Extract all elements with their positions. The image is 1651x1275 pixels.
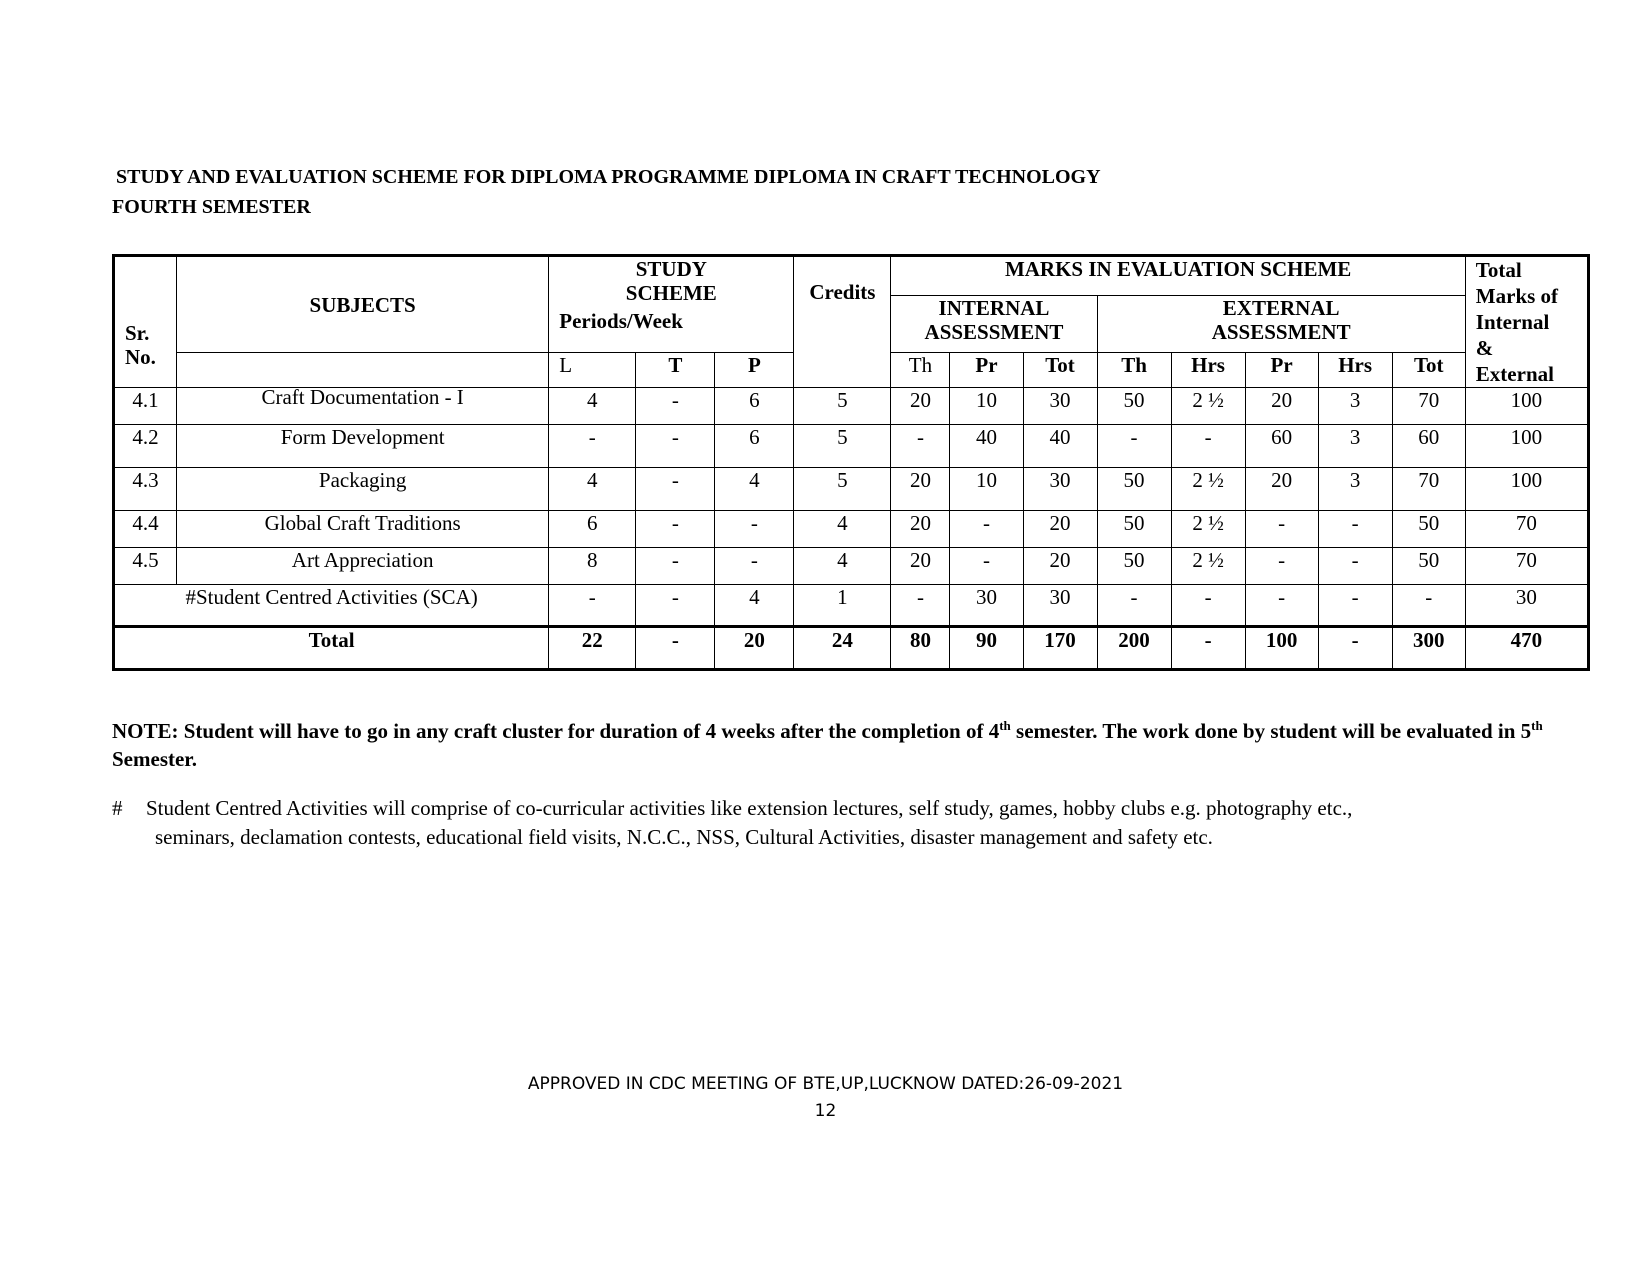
total-label-cell: Total — [114, 627, 549, 670]
int-pr-cell: 40 — [950, 425, 1023, 468]
ext-tot-cell: 50 — [1392, 548, 1465, 585]
sr-no-header: Sr. No. — [114, 256, 177, 388]
ext-th-cell: 50 — [1097, 388, 1171, 425]
ext-pr-cell: 60 — [1245, 425, 1318, 468]
int-th-cell: 20 — [891, 388, 950, 425]
p-cell: 4 — [715, 585, 794, 627]
approval-footer: APPROVED IN CDC MEETING OF BTE,UP,LUCKNOW DATED:26-09-2021 — [527, 1074, 1124, 1094]
int-tot-cell: 170 — [1023, 627, 1097, 670]
credits-cell: 5 — [794, 388, 891, 425]
l-cell: 8 — [549, 548, 636, 585]
int-tot-cell: 40 — [1023, 425, 1097, 468]
table-row — [114, 548, 1589, 585]
ext-hrs2-cell: 3 — [1318, 388, 1392, 425]
internal-assessment-header: INTERNAL ASSESSMENT — [891, 296, 1097, 353]
l-cell: 22 — [549, 627, 636, 670]
int-pr-cell: 10 — [950, 468, 1023, 511]
semester-title: FOURTH SEMESTER — [112, 196, 311, 218]
col-ext-th-header: Th — [1097, 353, 1171, 388]
total-cell: 470 — [1465, 627, 1588, 670]
table-row — [114, 425, 1589, 468]
footnote-line1: Student Centred Activities will comprise of co-curricular activities like extension lectures, self study, games, hobby clubs e.g. photography etc., — [146, 796, 1353, 820]
t-cell: - — [636, 627, 715, 670]
total-cell: 70 — [1465, 511, 1588, 548]
int-pr-cell: 90 — [950, 627, 1023, 670]
credits-cell: 4 — [794, 548, 891, 585]
int-th-cell: - — [891, 425, 950, 468]
p-cell: - — [715, 548, 794, 585]
ext-pr-cell: 20 — [1245, 468, 1318, 511]
subject-cell: Global Craft Traditions — [177, 511, 549, 548]
total-marks-header: Total Marks of Internal & External — [1465, 256, 1588, 388]
ext-hrs2-cell: - — [1318, 585, 1392, 627]
l-cell: 6 — [549, 511, 636, 548]
col-ext-pr-header: Pr — [1245, 353, 1318, 388]
p-cell: 6 — [715, 425, 794, 468]
marks-scheme-header: MARKS IN EVALUATION SCHEME — [891, 256, 1465, 296]
int-th-cell: 80 — [891, 627, 950, 670]
col-l-header: L — [549, 353, 636, 388]
table-row — [114, 468, 1589, 511]
sr-cell: 4.3 — [114, 468, 177, 511]
ext-hrs2-cell: 3 — [1318, 425, 1392, 468]
ext-th-cell: 200 — [1097, 627, 1171, 670]
sr-cell: 4.5 — [114, 548, 177, 585]
int-pr-cell: 30 — [950, 585, 1023, 627]
ext-tot-cell: 50 — [1392, 511, 1465, 548]
total-cell: 100 — [1465, 388, 1588, 425]
sr-cell: 4.1 — [114, 388, 177, 425]
l-cell: 4 — [549, 468, 636, 511]
ext-pr-cell: - — [1245, 548, 1318, 585]
footnote-line2: seminars, declamation contests, educational field visits, N.C.C., NSS, Cultural Activities, disaster management and safety etc. — [155, 825, 1213, 849]
int-th-cell: 20 — [891, 468, 950, 511]
int-tot-cell: 30 — [1023, 468, 1097, 511]
ext-hrs-cell: 2 ½ — [1171, 548, 1245, 585]
sr-cell: 4.4 — [114, 511, 177, 548]
ext-tot-cell: - — [1392, 585, 1465, 627]
ext-th-cell: 50 — [1097, 548, 1171, 585]
ext-hrs2-cell: - — [1318, 548, 1392, 585]
total-cell: 30 — [1465, 585, 1588, 627]
total-row — [114, 627, 1589, 670]
t-cell: - — [636, 511, 715, 548]
ext-hrs-cell: - — [1171, 585, 1245, 627]
ext-pr-cell: 20 — [1245, 388, 1318, 425]
ext-hrs-cell: 2 ½ — [1171, 388, 1245, 425]
sca-footnote — [112, 794, 1612, 852]
int-pr-cell: 10 — [950, 388, 1023, 425]
ext-pr-cell: 100 — [1245, 627, 1318, 670]
ext-hrs2-cell: - — [1318, 627, 1392, 670]
p-cell: 6 — [715, 388, 794, 425]
col-int-pr-header: Pr — [950, 353, 1023, 388]
col-ext-hrs2-header: Hrs — [1318, 353, 1392, 388]
ext-hrs-cell: 2 ½ — [1171, 511, 1245, 548]
ext-hrs-cell: - — [1171, 627, 1245, 670]
ext-th-cell: 50 — [1097, 468, 1171, 511]
credits-cell: 1 — [794, 585, 891, 627]
ext-tot-cell: 70 — [1392, 388, 1465, 425]
ext-hrs2-cell: - — [1318, 511, 1392, 548]
ext-tot-cell: 60 — [1392, 425, 1465, 468]
p-cell: 20 — [715, 627, 794, 670]
int-tot-cell: 30 — [1023, 585, 1097, 627]
ext-hrs-cell: - — [1171, 425, 1245, 468]
l-cell: - — [549, 585, 636, 627]
subject-cell: Craft Documentation - I — [177, 388, 549, 425]
l-cell: 4 — [549, 388, 636, 425]
sca-row — [114, 585, 1589, 627]
col-p-header: P — [715, 353, 794, 388]
credits-cell: 5 — [794, 425, 891, 468]
col-int-tot-header: Tot — [1023, 353, 1097, 388]
t-cell: - — [636, 468, 715, 511]
int-tot-cell: 20 — [1023, 511, 1097, 548]
t-cell: - — [636, 548, 715, 585]
col-ext-hrs-header: Hrs — [1171, 353, 1245, 388]
col-t-header: T — [636, 353, 715, 388]
p-cell: - — [715, 511, 794, 548]
subjects-header: SUBJECTS — [177, 256, 549, 353]
ext-pr-cell: - — [1245, 511, 1318, 548]
document-title: STUDY AND EVALUATION SCHEME FOR DIPLOMA PROGRAMME DIPLOMA IN CRAFT TECHNOLOGY — [116, 166, 1101, 188]
hash-symbol: # — [112, 796, 123, 820]
credits-cell: 24 — [794, 627, 891, 670]
total-cell: 70 — [1465, 548, 1588, 585]
total-cell: 100 — [1465, 468, 1588, 511]
l-cell: - — [549, 425, 636, 468]
table-row — [114, 511, 1589, 548]
study-scheme-header: STUDY SCHEME Periods/Week — [549, 256, 794, 353]
int-pr-cell: - — [950, 511, 1023, 548]
t-cell: - — [636, 585, 715, 627]
ext-hrs2-cell: 3 — [1318, 468, 1392, 511]
int-th-cell: 20 — [891, 511, 950, 548]
subject-cell: Packaging — [177, 468, 549, 511]
ext-tot-cell: 70 — [1392, 468, 1465, 511]
t-cell: - — [636, 388, 715, 425]
table-row — [114, 388, 1589, 425]
ext-th-cell: - — [1097, 585, 1171, 627]
credits-cell: 5 — [794, 468, 891, 511]
subject-cell: Art Appreciation — [177, 548, 549, 585]
subjects-subheader-blank — [177, 353, 549, 388]
evaluation-scheme-table — [112, 254, 1590, 671]
ext-pr-cell: - — [1245, 585, 1318, 627]
int-th-cell: - — [891, 585, 950, 627]
credits-cell: 4 — [794, 511, 891, 548]
sca-subject-cell: #Student Centred Activities (SCA) — [114, 585, 549, 627]
ext-tot-cell: 300 — [1392, 627, 1465, 670]
sr-cell: 4.2 — [114, 425, 177, 468]
external-assessment-header: EXTERNAL ASSESSMENT — [1097, 296, 1465, 353]
page-number: 12 — [814, 1101, 837, 1121]
semester-note: NOTE: Student will have to go in any craft cluster for duration of 4 weeks after the completion of 4th semester. The work done by student will be evaluated in 5th Semester. — [112, 718, 1543, 771]
ext-th-cell: - — [1097, 425, 1171, 468]
int-tot-cell: 20 — [1023, 548, 1097, 585]
int-tot-cell: 30 — [1023, 388, 1097, 425]
t-cell: - — [636, 425, 715, 468]
int-th-cell: 20 — [891, 548, 950, 585]
total-cell: 100 — [1465, 425, 1588, 468]
col-int-th-header: Th — [891, 353, 950, 388]
p-cell: 4 — [715, 468, 794, 511]
subject-cell: Form Development — [177, 425, 549, 468]
col-ext-tot-header: Tot — [1392, 353, 1465, 388]
credits-header: Credits — [794, 256, 891, 388]
int-pr-cell: - — [950, 548, 1023, 585]
ext-th-cell: 50 — [1097, 511, 1171, 548]
ext-hrs-cell: 2 ½ — [1171, 468, 1245, 511]
